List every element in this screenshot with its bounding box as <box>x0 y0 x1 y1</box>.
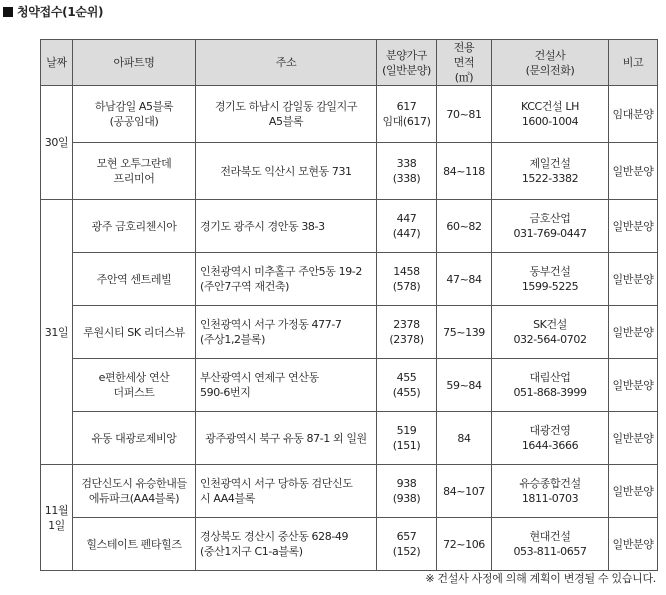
note-cell: 일반분양 <box>609 359 658 412</box>
units-cell: 455 (455) <box>377 359 437 412</box>
builder-cell: 금호산업 031-769-0447 <box>492 200 609 253</box>
date-cell: 31일 <box>41 200 73 465</box>
address-cell: 인천광역시 미추홀구 주안5동 19-2 (주안7구역 재건축) <box>196 253 377 306</box>
header-addr: 주소 <box>196 40 377 86</box>
note-cell: 일반분양 <box>609 200 658 253</box>
section-title-text: 청약접수(1순위) <box>17 5 104 19</box>
note-cell: 일반분양 <box>609 143 658 200</box>
address-cell: 광주광역시 북구 유동 87-1 외 일원 <box>196 412 377 465</box>
address-cell: 경기도 광주시 경안동 38-3 <box>196 200 377 253</box>
apt-name-cell: 유동 대광로제비앙 <box>73 412 196 465</box>
builder-cell: SK건설 032-564-0702 <box>492 306 609 359</box>
note-cell: 일반분양 <box>609 412 658 465</box>
table-row <box>41 412 658 465</box>
builder-cell: KCC건설 LH 1600-1004 <box>492 86 609 143</box>
date-cell: 30일 <box>41 86 73 200</box>
note-cell: 임대분양 <box>609 86 658 143</box>
apt-name-cell: 루원시티 SK 리더스뷰 <box>73 306 196 359</box>
header-note: 비고 <box>609 40 658 86</box>
area-cell: 47~84 <box>437 253 492 306</box>
address-cell: 경상북도 경산시 중산동 628-49 (중산1지구 C1-a블록) <box>196 518 377 571</box>
builder-cell: 제일건설 1522-3382 <box>492 143 609 200</box>
apt-name-cell: 검단신도시 유승한내들 에듀파크(AA4블록) <box>73 465 196 518</box>
table-row <box>41 200 658 253</box>
header-apt: 아파트명 <box>73 40 196 86</box>
table-row <box>41 86 658 143</box>
note-cell: 일반분양 <box>609 465 658 518</box>
units-cell: 2378 (2378) <box>377 306 437 359</box>
builder-cell: 대림산업 051-868-3999 <box>492 359 609 412</box>
table-row <box>41 143 658 200</box>
table-row <box>41 518 658 571</box>
area-cell: 70~81 <box>437 86 492 143</box>
units-cell: 1458 (578) <box>377 253 437 306</box>
date-cell: 11월 1일 <box>41 465 73 571</box>
units-cell: 657 (152) <box>377 518 437 571</box>
header-units: 분양가구 (일반분양) <box>377 40 437 86</box>
table-row <box>41 253 658 306</box>
apt-name-cell: 주안역 센트레빌 <box>73 253 196 306</box>
table-header-row <box>41 40 658 86</box>
address-cell: 부산광역시 연제구 연산동 590-6번지 <box>196 359 377 412</box>
area-cell: 60~82 <box>437 200 492 253</box>
area-cell: 75~139 <box>437 306 492 359</box>
area-cell: 84~107 <box>437 465 492 518</box>
footnote: ※ 건설사 사정에 의해 계획이 변경될 수 있습니다. <box>425 572 656 585</box>
builder-cell: 현대건설 053-811-0657 <box>492 518 609 571</box>
builder-cell: 동부건설 1599-5225 <box>492 253 609 306</box>
table-row <box>41 465 658 518</box>
builder-cell: 대광건영 1644-3666 <box>492 412 609 465</box>
area-cell: 59~84 <box>437 359 492 412</box>
subscription-table <box>40 39 658 571</box>
units-cell: 338 (338) <box>377 143 437 200</box>
header-date: 날짜 <box>41 40 73 86</box>
square-bullet-icon <box>3 7 13 17</box>
address-cell: 인천광역시 서구 당하동 검단신도 시 AA4블록 <box>196 465 377 518</box>
note-cell: 일반분양 <box>609 306 658 359</box>
table-row <box>41 306 658 359</box>
area-cell: 84~118 <box>437 143 492 200</box>
units-cell: 519 (151) <box>377 412 437 465</box>
apt-name-cell: 광주 금호리첸시아 <box>73 200 196 253</box>
header-area: 전용 면적 (㎡) <box>437 40 492 86</box>
address-cell: 경기도 하남시 감일동 감일지구 A5블록 <box>196 86 377 143</box>
apt-name-cell: e편한세상 연산 더퍼스트 <box>73 359 196 412</box>
units-cell: 938 (938) <box>377 465 437 518</box>
header-builder: 건설사 (문의전화) <box>492 40 609 86</box>
address-cell: 전라북도 익산시 모현동 731 <box>196 143 377 200</box>
table-row <box>41 359 658 412</box>
area-cell: 72~106 <box>437 518 492 571</box>
apt-name-cell: 하남감일 A5블록 (공공임대) <box>73 86 196 143</box>
units-cell: 447 (447) <box>377 200 437 253</box>
note-cell: 일반분양 <box>609 253 658 306</box>
note-cell: 일반분양 <box>609 518 658 571</box>
area-cell: 84 <box>437 412 492 465</box>
apt-name-cell: 힐스테이트 펜타힐즈 <box>73 518 196 571</box>
apt-name-cell: 모현 오투그란데 프리미어 <box>73 143 196 200</box>
section-title <box>3 3 103 20</box>
builder-cell: 유승종합건설 1811-0703 <box>492 465 609 518</box>
address-cell: 인천광역시 서구 가정동 477-7 (주상1,2블록) <box>196 306 377 359</box>
units-cell: 617 임대(617) <box>377 86 437 143</box>
